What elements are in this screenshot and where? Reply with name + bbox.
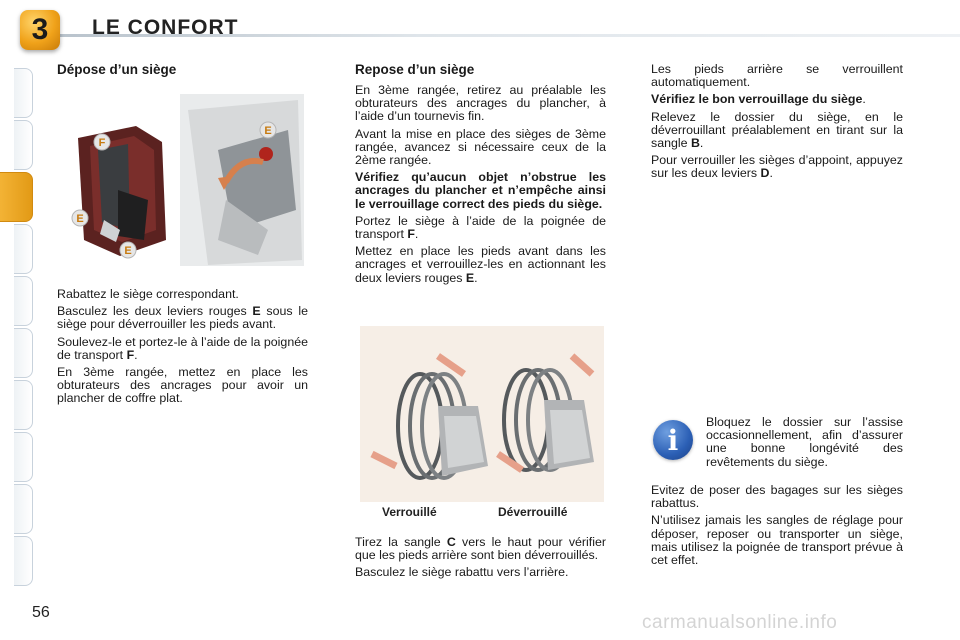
watermark: carmanualsonline.info	[642, 612, 838, 633]
paragraph: Vérifiez le bon verrouillage du siège.	[651, 92, 866, 107]
paragraph: Pour verrouiller les sièges d’appoint, appuyez sur les deux leviers D.	[651, 153, 903, 181]
chapter-title: LE CONFORT	[92, 16, 239, 39]
paragraph: Mettez en place les pieds avant dans les ancrages et verrouillez-les en actionnant les deux leviers rouges E.	[355, 244, 606, 285]
paragraph: Relevez le dossier du siège, en le déverrouillant préalablement en tirant sur la sangle B.	[651, 109, 903, 151]
chapter-tab[interactable]	[14, 484, 33, 534]
paragraph: Bloquez le dossier sur l’assise occasionnellement, afin d’assurer une bonne longévité des revêtements du siège.	[706, 415, 903, 469]
seat-removal-illustration	[58, 90, 308, 270]
label-e: E	[76, 213, 84, 225]
section-heading-installation: Repose d’un siège	[355, 62, 475, 77]
paragraph: En 3ème rangée, retirez au préalable les obturateurs des ancrages du plancher, à l’aide d’un tournevis fin.	[355, 83, 606, 124]
anchor-lock-illustration	[360, 326, 604, 502]
chapter-tab[interactable]	[14, 68, 33, 118]
page-number: 56	[32, 604, 50, 621]
chapter-tabs	[0, 60, 34, 580]
chapter-tab[interactable]	[14, 328, 33, 378]
paragraph: Evitez de poser des bagages sur les sièges rabattus.	[651, 483, 903, 511]
chapter-tab[interactable]	[14, 120, 33, 170]
label-e: E	[264, 125, 272, 137]
chapter-number-badge: 3	[20, 10, 60, 50]
paragraph: Rabattez le siège correspondant.	[57, 287, 239, 301]
paragraph: Basculez le siège rabattu vers l’arrière.	[355, 565, 569, 580]
paragraph: En 3ème rangée, mettez en place les obturateurs des ancrages pour avoir un plancher de coffre plat.	[57, 365, 308, 406]
warning-paragraph: Vérifiez qu’aucun objet n’obstrue les ancrages du plancher et n’empêche ainsi le verrouillage correct des pieds du siège.	[355, 170, 606, 211]
installation-text-continued	[355, 536, 606, 584]
caption-locked: Verrouillé	[382, 505, 437, 519]
info-icon: i	[653, 420, 693, 460]
removal-text	[57, 288, 308, 410]
paragraph: Portez le siège à l’aide de la poignée de transport F.	[355, 213, 606, 242]
locking-text	[651, 63, 903, 185]
section-heading-removal: Dépose d’un siège	[57, 62, 177, 77]
paragraph: Tirez la sangle C vers le haut pour vérifier que les pieds arrière sont bien déverrouillés.	[355, 535, 606, 563]
chapter-tab[interactable]	[14, 276, 33, 326]
chapter-tab[interactable]	[14, 380, 33, 430]
chapter-tab[interactable]	[14, 432, 33, 482]
paragraph: Les pieds arrière se verrouillent automatiquement.	[651, 62, 903, 90]
label-f: F	[98, 137, 106, 149]
paragraph: Basculez les deux leviers rouges E sous le siège pour déverrouiller les pieds avant.	[57, 304, 309, 332]
advice-text	[651, 484, 903, 571]
caption-unlocked: Déverrouillé	[498, 505, 568, 519]
chapter-tab[interactable]	[14, 224, 33, 274]
paragraph: Soulevez-le et portez-le à l’aide de la poignée de transport F.	[57, 334, 308, 362]
chapter-tab-active[interactable]	[0, 172, 33, 222]
paragraph: Avant la mise en place des sièges de 3ème rangée, avancez si nécessaire ceux de la 2ème rangée.	[355, 126, 606, 168]
label-e: E	[124, 245, 132, 257]
chapter-tab[interactable]	[14, 536, 33, 586]
paragraph: N’utilisez jamais les sangles de réglage pour déposer, reposer ou transporter un siège, mais utilisez la poignée de transport prévue à cet effet.	[651, 513, 903, 568]
info-note	[706, 416, 903, 473]
installation-text	[355, 84, 606, 289]
